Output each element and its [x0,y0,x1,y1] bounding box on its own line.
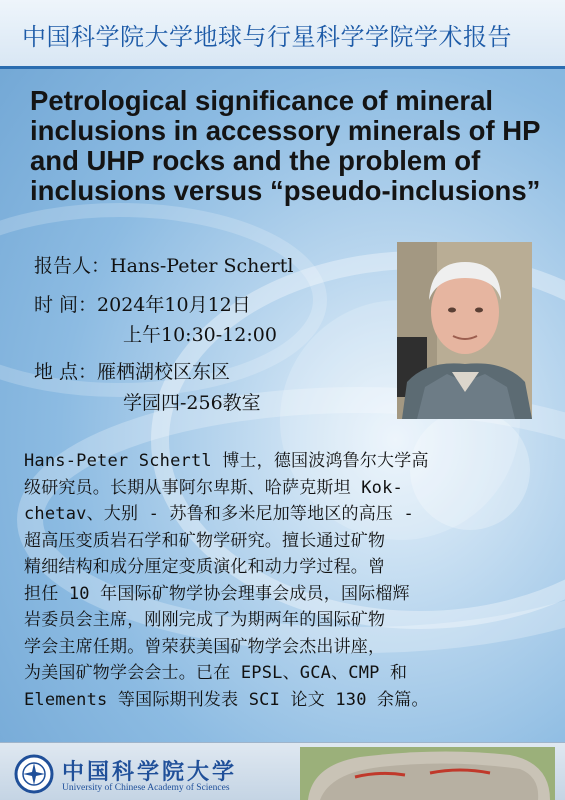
bio-line: 为美国矿物学会会士。已在 EPSL、GCA、CMP 和 [24,663,408,683]
speaker-line: 报告人：Hans-Peter Schertl [34,255,294,277]
talk-title-line: Petrological significance of mineral [30,85,494,116]
talk-title-line: inclusions in accessory minerals of HP [30,115,541,146]
university-name-en: University of Chinese Academy of Sciences [62,783,230,793]
header-bar [0,0,565,69]
speaker-portrait-image [397,242,532,419]
talk-title-line: inclusions versus “pseudo-inclusions” [30,175,541,206]
bio-line: 学会主席任期。曾荣获美国矿物学会杰出讲座， [24,636,386,657]
speaker-photo [397,242,532,419]
bio-line: 岩委员会主席，刚刚完成了为期两年的国际矿物 [24,610,386,630]
header-title: 中国科学院大学地球与行星科学学院学术报告 [22,23,512,51]
talk-title-line: and UHP rocks and the problem of [30,145,481,176]
bio-line: 担任 10 年国际矿物学协会理事会成员，国际榴辉 [24,583,410,604]
place-line: 地 点：雁栖湖校区东区 [34,361,231,383]
bio-line: Elements 等国际期刊发表 SCI 论文 130 余篇。 [24,689,429,710]
bio-line: 超高压变质岩石学和矿物学研究。擅长通过矿物 [24,530,386,551]
place-line-2: 学园四-256教室 [123,392,261,414]
speaker-bio [24,448,544,713]
campus-stone-image [300,747,555,800]
university-name-cn: 中国科学院大学 [62,759,238,785]
ucas-logo-icon [14,754,54,794]
bio-line: Hans-Peter Schertl 博士，德国波鸿鲁尔大学高 [24,451,429,471]
bio-line: 精细结构和成分厘定变质演化和动力学过程。曾 [24,557,386,577]
talk-title [30,86,545,206]
bio-line: chetav、大别 - 苏鲁和多米尼加等地区的高压 - [24,504,414,524]
time-line: 时 间：2024年10月12日 [34,294,251,316]
time-line-2: 上午10:30-12:00 [123,324,277,346]
bio-line: 级研究员。长期从事阿尔卑斯、哈萨克斯坦 Kok- [24,477,403,498]
